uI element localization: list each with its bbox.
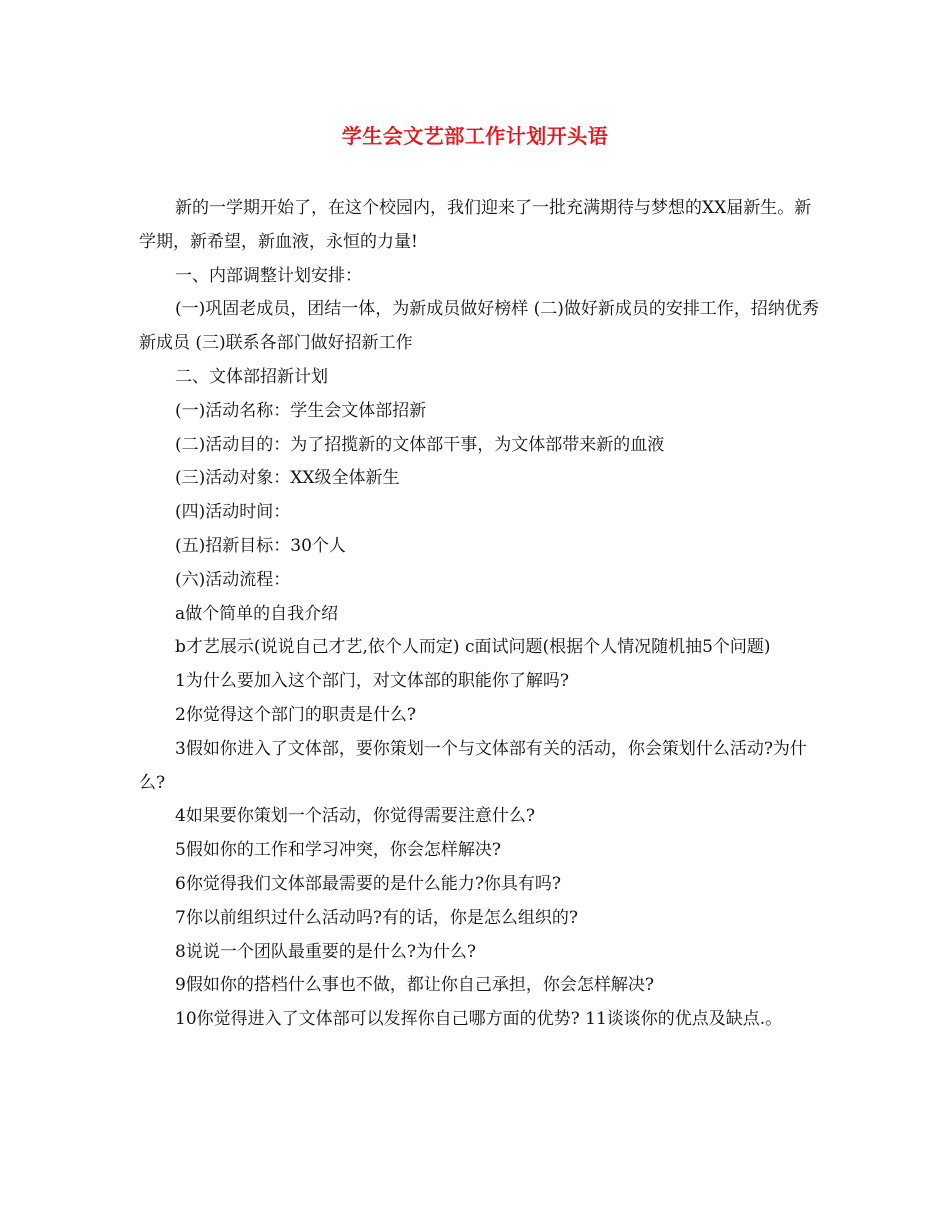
question-6: 6你觉得我们文体部最需要的是什么能力?你具有吗? [175,873,562,894]
page-title: 学生会文艺部工作计划开头语 [341,124,609,148]
paragraph-activity-process: (六)活动流程： [175,569,291,590]
paragraph-activity-target: (三)活动对象：XX级全体新生 [175,468,400,489]
question-4: 4如果要你策划一个活动，你觉得需要注意什么? [175,806,535,827]
paragraph-activity-time: (四)活动时间： [175,502,291,523]
section-heading-internal: 一、内部调整计划安排： [175,265,362,286]
paragraph-step-a: a做个简单的自我介绍 [175,603,339,624]
question-5: 5假如你的工作和学习冲突，你会怎样解决? [175,840,501,861]
document-body [139,192,819,1037]
question-1: 1为什么要加入这个部门，对文体部的职能你了解吗? [175,671,569,692]
paragraph-step-bc: b才艺展示(说说自己才艺,依个人而定) c面试问题(根据个人情况随机抽5个问题) [175,637,771,658]
section-heading-recruit: 二、文体部招新计划 [175,366,328,387]
paragraph-recruit-goal: (五)招新目标：30个人 [175,535,346,556]
question-10-11: 10你觉得进入了文体部可以发挥你自己哪方面的优势? 11谈谈你的优点及缺点.。 [175,1009,783,1030]
paragraph-internal-items: (一)巩固老成员，团结一体，为新成员做好榜样 (二)做好新成员的安排工作，招纳优秀新成员 (三)联系各部门做好招新工作 [139,299,819,354]
question-9: 9假如你的搭档什么事也不做，都让你自己承担，你会怎样解决? [175,975,654,996]
question-7: 7你以前组织过什么活动吗?有的话，你是怎么组织的? [175,907,579,928]
question-3: 3假如你进入了文体部，要你策划一个与文体部有关的活动，你会策划什么活动?为什么? [139,738,807,793]
paragraph-activity-purpose: (二)活动目的：为了招揽新的文体部干事，为文体部带来新的血液 [175,434,665,455]
paragraph-activity-name: (一)活动名称：学生会文体部招新 [175,400,427,421]
question-8: 8说说一个团队最重要的是什么?为什么? [175,941,477,962]
question-2: 2你觉得这个部门的职责是什么? [175,704,416,725]
paragraph-intro: 新的一学期开始了，在这个校园内，我们迎来了一批充满期待与梦想的XX届新生。新学期，新希望，新血液，永恒的力量! [139,198,812,252]
